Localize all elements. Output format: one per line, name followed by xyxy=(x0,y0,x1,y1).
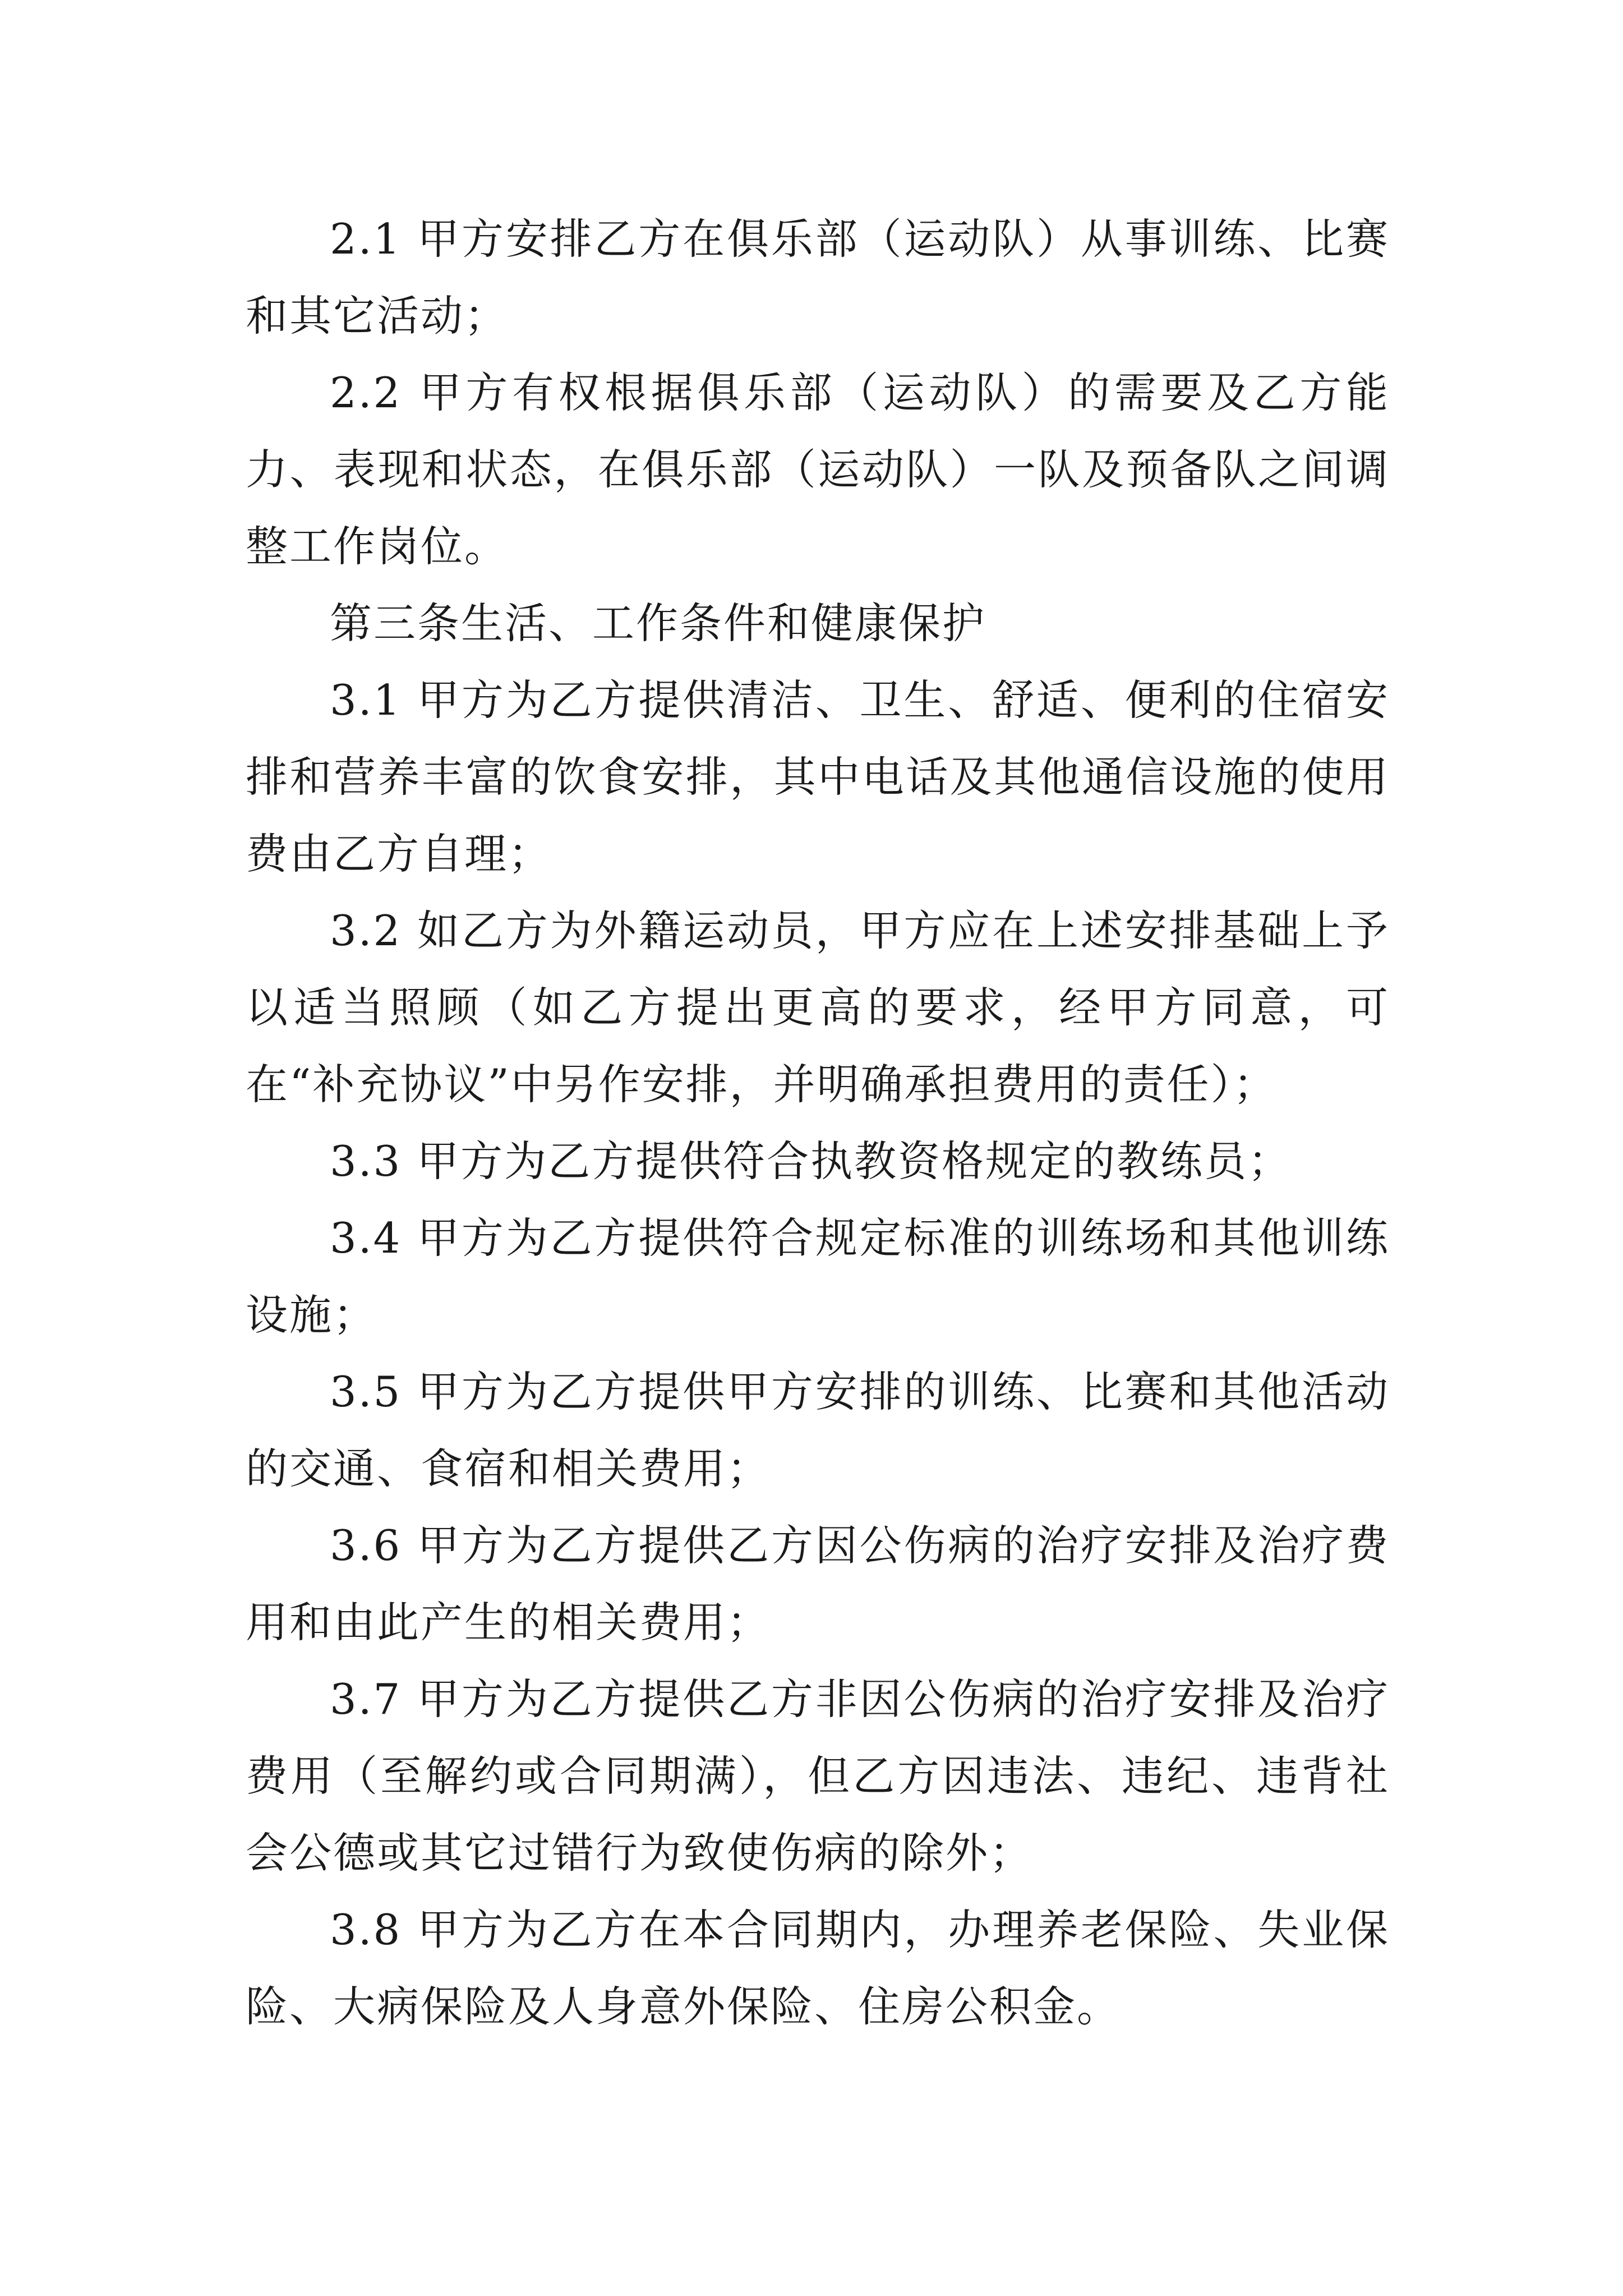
clause-3-2: 3.2 如乙方为外籍运动员，甲方应在上述安排基础上予以适当照顾（如乙方提出更高的要求，经甲方同意，可在“补充协议”中另作安排，并明确承担费用的责任）； xyxy=(246,906,1390,1109)
clause-3-5: 3.5 甲方为乙方提供甲方安排的训练、比赛和其他活动的交通、食宿和相关费用； xyxy=(246,1367,1390,1493)
clause-3-8: 3.8 甲方为乙方在本合同期内，办理养老保险、失业保险、大病保险及人身意外保险、住房公积金。 xyxy=(246,1905,1390,2031)
document-body xyxy=(246,201,1390,2045)
clause-3-1: 3.1 甲方为乙方提供清洁、卫生、舒适、便利的住宿安排和营养丰富的饮食安排，其中电话及其他通信设施的使用费由乙方自理； xyxy=(246,675,1390,878)
clause-3-6: 3.6 甲方为乙方提供乙方因公伤病的治疗安排及治疗费用和由此产生的相关费用； xyxy=(246,1521,1390,1647)
clause-3-4: 3.4 甲方为乙方提供符合规定标准的训练场和其他训练设施； xyxy=(246,1213,1390,1340)
clause-3-7: 3.7 甲方为乙方提供乙方非因公伤病的治疗安排及治疗费用（至解约或合同期满），但乙方因违法、违纪、违背社会公德或其它过错行为致使伤病的除外； xyxy=(246,1674,1390,1878)
clause-3-3: 3.3 甲方为乙方提供符合执教资格规定的教练员； xyxy=(330,1137,1292,1186)
clause-2-1: 2.1 甲方安排乙方在俱乐部（运动队）从事训练、比赛和其它活动； xyxy=(246,214,1390,341)
article-3-heading: 第三条生活、工作条件和健康保护 xyxy=(330,599,986,648)
clause-2-2: 2.2 甲方有权根据俱乐部（运动队）的需要及乙方能力、表现和状态，在俱乐部（运动队）一队及预备队之间调整工作岗位。 xyxy=(246,368,1390,571)
